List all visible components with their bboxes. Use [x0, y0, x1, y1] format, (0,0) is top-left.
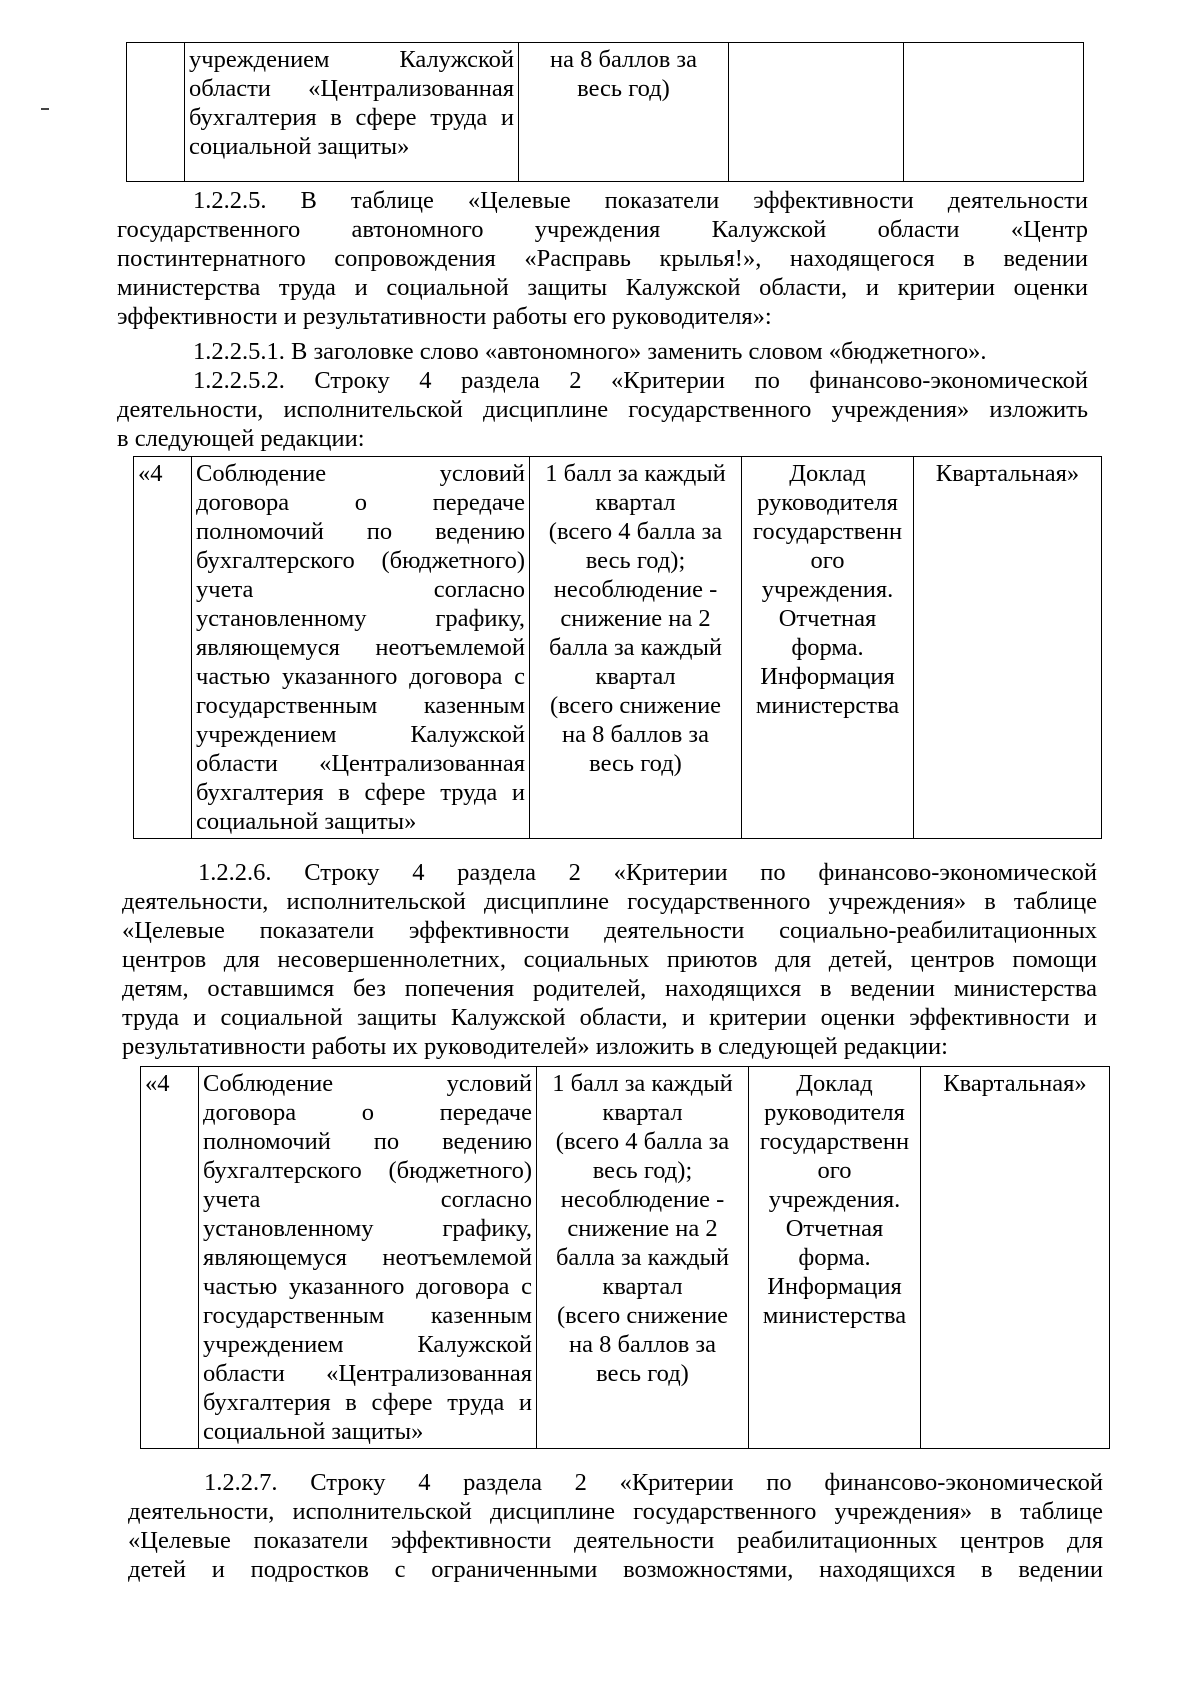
paragraph-1-2-2-5-2: 1.2.2.5.2. Строку 4 раздела 2 «Критерии по финансово-экономической деятельности, исполнительской дисциплине государственного учреждения» изложить в следующей редакции: [117, 367, 1088, 452]
top-table [126, 42, 1084, 182]
top-table-cell-source [729, 43, 904, 182]
criteria-table-1 [133, 456, 1102, 839]
row-score: 1 балл за каждый квартал (всего 4 балла за весь год); несоблюдение - снижение на 2 балла за каждый квартал (всего снижение на 8 баллов за весь год) [530, 457, 742, 839]
row-number: «4 [141, 1067, 199, 1449]
top-table-cell-score: на 8 баллов за весь год) [519, 43, 729, 182]
top-table-cell-num [127, 43, 185, 182]
criteria-table-2 [140, 1066, 1110, 1449]
row-source: Доклад руководителя государственн ого учреждения. Отчетная форма. Информация министерства [749, 1067, 921, 1449]
top-table-cell-condition: учреждением Калужской области «Централизованная бухгалтерия в сфере труда и социальной защиты» [185, 43, 519, 182]
row-source: Доклад руководителя государственн ого учреждения. Отчетная форма. Информация министерства [742, 457, 914, 839]
row-condition: Соблюдение условий договора о передаче полномочий по ведению бухгалтерского (бюджетного) учета согласно установленному графику, являющемуся неотъемлемой частью указанного договора с государственным казенным учреждением Калужской области «Централизованная бухгалтерия в сфере труда и социальной защиты» [192, 457, 530, 839]
paragraph-1-2-2-7: 1.2.2.7. Строку 4 раздела 2 «Критерии по финансово-экономической деятельности, исполнительской дисциплине государственного учреждения» в таблице «Целевые показатели эффективности деятельности реабилитационных центров для детей и подростков с ограниченными возможностями, находящихся в ведении [128, 1469, 1103, 1583]
row-period: Квартальная» [914, 457, 1102, 839]
row-condition: Соблюдение условий договора о передаче полномочий по ведению бухгалтерского (бюджетного) учета согласно установленному графику, являющемуся неотъемлемой частью указанного договора с государственным казенным учреждением Калужской области «Централизованная бухгалтерия в сфере труда и социальной защиты» [199, 1067, 537, 1449]
paragraph-1-2-2-5: 1.2.2.5. В таблице «Целевые показатели эффективности деятельности государственного автономного учреждения Калужской области «Центр постинтернатного сопровождения «Расправь крылья!», находящегося в ведении министерства труда и социальной защиты Калужской области, и критерии оценки эффективности и результативности работы его руководителя»: [117, 187, 1088, 330]
scan-mark [41, 108, 49, 110]
row-number: «4 [134, 457, 192, 839]
row-score: 1 балл за каждый квартал (всего 4 балла за весь год); несоблюдение - снижение на 2 балла за каждый квартал (всего снижение на 8 баллов за весь год) [537, 1067, 749, 1449]
paragraph-1-2-2-6: 1.2.2.6. Строку 4 раздела 2 «Критерии по финансово-экономической деятельности, исполнительской дисциплине государственного учреждения» в таблице «Целевые показатели эффективности деятельности социально-реабилитационных центров для несовершеннолетних, социальных приютов для детей, центров помощи детям, оставшимся без попечения родителей, находящихся в ведении министерства труда и социальной защиты Калужской области, и критерии оценки эффективности и результативности работы их руководителей» изложить в следующей редакции: [122, 859, 1097, 1060]
top-table-cell-period [904, 43, 1084, 182]
row-period: Квартальная» [921, 1067, 1110, 1449]
paragraph-1-2-2-5-1: 1.2.2.5.1. В заголовке слово «автономного» заменить словом «бюджетного». [193, 338, 987, 365]
